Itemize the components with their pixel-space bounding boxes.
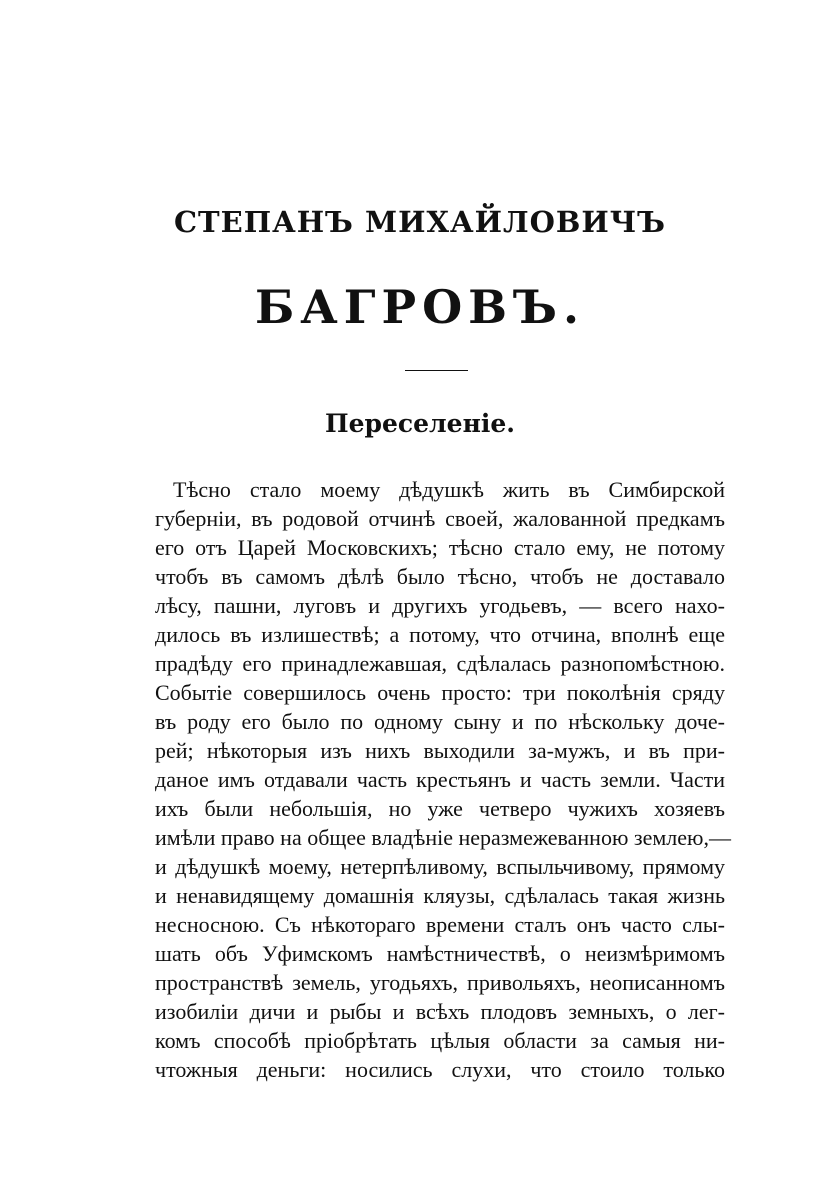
text-line: въ роду его было по одному сыну и по нѣскольку доче- [155, 709, 725, 734]
title-surname-line: БАГРОВЪ. [254, 280, 586, 334]
text-line: и дѣдушкѣ моему, нетерпѣливому, вспыльчивому, прямому [155, 854, 725, 879]
text-line: и ненавидящему домашнія кляузы, сдѣлалась такая жизнь [155, 883, 725, 908]
section-title: Переселеніе. [325, 409, 515, 438]
text-line: его отъ Царей Московскихъ; тѣсно стало ему, не потому [155, 535, 725, 560]
text-line: прадѣду его принадлежавшая, сдѣлалась разнопомѣстною. [155, 651, 725, 676]
title-divider [405, 370, 468, 371]
text-line: лѣсу, пашни, луговъ и другихъ угодьевъ, — всего нахо- [155, 593, 725, 618]
text-line: рей; нѣкоторыя изъ нихъ выходили за-мужъ, и въ при- [155, 738, 725, 763]
text-line: губерніи, въ родовой отчинѣ своей, жалованной предкамъ [155, 506, 725, 531]
text-line: Событіе совершилось очень просто: три поколѣнія сряду [155, 680, 725, 705]
text-line: шать объ Уфимскомъ намѣстничествѣ, о неизмѣримомъ [155, 941, 725, 966]
text-line: ихъ были небольшія, но уже четверо чужихъ хозяевъ [155, 796, 725, 821]
text-line: пространствѣ земель, угодьяхъ, привольяхъ, неописанномъ [155, 970, 725, 995]
text-line: даное имъ отдавали часть крестьянъ и часть земли. Части [155, 767, 725, 792]
text-line: имѣли право на общее владѣніе неразмежеванною землею,— [155, 825, 731, 850]
text-line: чтожныя деньги: носились слухи, что стоило только [155, 1057, 725, 1082]
body-text [155, 475, 731, 1084]
text-line: несносною. Съ нѣкотораго времени сталъ онъ часто слы- [155, 912, 725, 937]
text-line: Тѣсно стало моему дѣдушкѣ жить въ Симбирской [173, 477, 725, 502]
text-line: комъ способѣ пріобрѣтать цѣлыя области за самыя ни- [155, 1028, 725, 1053]
text-line: дилось въ излишествѣ; а потому, что отчина, вполнѣ еще [155, 622, 725, 647]
text-line: чтобъ въ самомъ дѣлѣ было тѣсно, чтобъ не доставало [155, 564, 725, 589]
title-name-line: СТЕПАНЪ МИХАЙЛОВИЧЪ [173, 205, 667, 239]
text-line: изобиліи дичи и рыбы и всѣхъ плодовъ земныхъ, о лег- [155, 999, 725, 1024]
